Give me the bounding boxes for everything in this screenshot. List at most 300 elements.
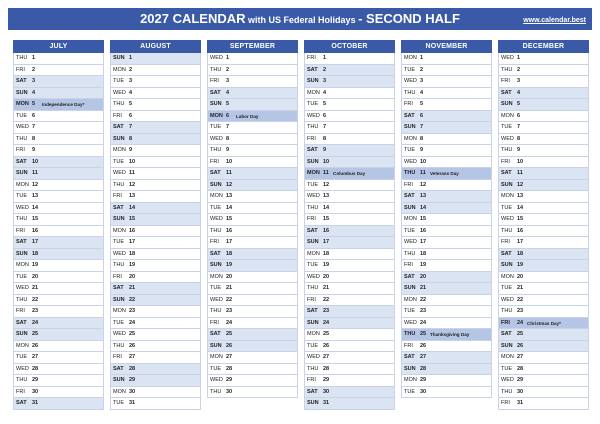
month-header: OCTOBER	[304, 40, 395, 53]
weekday-label: SUN	[16, 250, 28, 257]
day-number: 29	[226, 377, 233, 383]
day-number: 10	[226, 158, 233, 165]
day-number: 1	[32, 55, 36, 61]
weekday-label: SAT	[501, 170, 512, 176]
day-number: 4	[226, 89, 230, 96]
day-row	[14, 306, 103, 318]
day-number: 6	[323, 112, 327, 119]
weekday-label: FRI	[113, 354, 122, 360]
day-number: 28	[323, 365, 330, 372]
day-number: 12	[323, 181, 330, 188]
weekday-label: MON	[210, 273, 223, 280]
day-row	[402, 249, 491, 261]
weekday-label: TUE	[501, 124, 512, 130]
month-october	[304, 40, 395, 410]
weekday-label: SUN	[404, 365, 416, 372]
day-number: 22	[129, 296, 136, 303]
day-number: 26	[517, 342, 524, 349]
weekday-label: FRI	[113, 112, 122, 119]
weekday-label: THU	[210, 308, 222, 314]
day-row	[111, 306, 200, 318]
day-row	[499, 88, 588, 100]
title-half: - SECOND HALF	[358, 11, 460, 26]
day-row	[305, 249, 394, 261]
day-number: 20	[226, 273, 233, 280]
day-number: 7	[32, 124, 36, 130]
day-row	[499, 306, 588, 318]
weekday-label: THU	[307, 285, 319, 291]
day-number: 18	[517, 250, 524, 257]
day-row	[208, 88, 297, 100]
weekday-label: TUE	[307, 181, 318, 188]
day-number: 21	[129, 285, 136, 291]
day-row	[111, 237, 200, 249]
day-row	[111, 398, 200, 410]
title-subtitle: with US Federal Holidays	[245, 15, 359, 25]
weekday-label: THU	[210, 388, 222, 395]
weekday-label: MON	[16, 262, 29, 268]
website-link[interactable]: www.calendar.best	[523, 17, 586, 24]
weekday-label: SAT	[501, 250, 512, 257]
holiday-name: Veterans Day	[430, 171, 459, 176]
month-header: DECEMBER	[498, 40, 589, 53]
day-number: 6	[226, 112, 230, 119]
day-number: 11	[129, 170, 135, 176]
weekday-label: FRI	[210, 319, 219, 326]
day-number: 28	[129, 365, 136, 372]
day-row	[499, 226, 588, 238]
day-number: 16	[420, 227, 427, 234]
day-row	[305, 283, 394, 295]
day-list	[498, 53, 589, 410]
day-number: 28	[226, 365, 233, 372]
weekday-label: WED	[307, 354, 320, 360]
weekday-label: MON	[307, 89, 320, 96]
day-row	[499, 99, 588, 111]
weekday-label: MON	[307, 250, 320, 257]
day-row	[402, 387, 491, 399]
day-row	[111, 329, 200, 341]
weekday-label: THU	[307, 204, 319, 211]
day-row	[402, 122, 491, 134]
day-row	[499, 168, 588, 180]
day-row	[208, 387, 297, 399]
day-row	[305, 214, 394, 226]
day-number: 12	[129, 181, 136, 188]
day-number: 14	[323, 204, 330, 211]
day-row	[208, 341, 297, 353]
weekday-label: WED	[501, 135, 514, 142]
day-number: 19	[226, 262, 233, 268]
day-number: 14	[517, 204, 524, 211]
day-row	[208, 249, 297, 261]
day-row	[402, 88, 491, 100]
day-number: 9	[420, 147, 424, 153]
weekday-label: FRI	[307, 377, 316, 383]
weekday-label: WED	[113, 331, 126, 337]
day-row	[208, 283, 297, 295]
day-row	[305, 53, 394, 65]
day-number: 9	[32, 147, 36, 153]
day-row	[208, 157, 297, 169]
weekday-label: WED	[501, 216, 514, 222]
day-row	[305, 122, 394, 134]
day-number: 13	[420, 193, 427, 199]
day-number: 13	[226, 193, 233, 199]
weekday-label: THU	[404, 89, 416, 96]
day-row	[402, 53, 491, 65]
weekday-label: TUE	[404, 308, 415, 314]
weekday-label: FRI	[16, 147, 25, 153]
weekday-label: TUE	[16, 193, 27, 199]
day-number: 11	[420, 170, 426, 176]
title-bar	[8, 8, 592, 30]
day-number: 29	[517, 377, 524, 383]
day-number: 13	[323, 193, 330, 199]
day-number: 30	[226, 388, 233, 395]
month-november	[401, 40, 492, 398]
day-row	[305, 237, 394, 249]
day-row	[402, 76, 491, 88]
day-number: 12	[226, 181, 233, 188]
day-number: 7	[129, 124, 133, 130]
weekday-label: WED	[16, 204, 29, 211]
weekday-label: MON	[404, 216, 417, 222]
weekday-label: THU	[16, 296, 28, 303]
day-number: 15	[32, 216, 39, 222]
weekday-label: TUE	[404, 227, 415, 234]
day-number: 17	[129, 239, 136, 245]
day-number: 1	[517, 55, 521, 61]
weekday-label: FRI	[16, 308, 25, 314]
day-row	[402, 352, 491, 364]
day-number: 1	[323, 55, 327, 61]
weekday-label: SAT	[16, 319, 27, 326]
day-row	[111, 122, 200, 134]
day-number: 4	[323, 89, 327, 96]
weekday-label: SUN	[501, 262, 513, 268]
day-row	[111, 53, 200, 65]
day-row	[499, 203, 588, 215]
day-number: 23	[226, 308, 233, 314]
weekday-label: TUE	[501, 365, 512, 372]
day-number: 21	[226, 285, 233, 291]
day-row	[14, 226, 103, 238]
day-row	[499, 329, 588, 341]
day-row	[305, 341, 394, 353]
day-row	[208, 203, 297, 215]
weekday-label: SUN	[307, 158, 319, 165]
day-row	[402, 226, 491, 238]
weekday-label: SAT	[307, 147, 318, 153]
day-row	[305, 168, 394, 180]
weekday-label: MON	[307, 170, 320, 176]
weekday-label: WED	[16, 124, 29, 130]
day-row	[111, 249, 200, 261]
weekday-label: FRI	[16, 227, 25, 234]
weekday-label: SAT	[113, 285, 124, 291]
weekday-label: WED	[210, 377, 223, 383]
day-row	[14, 134, 103, 146]
weekday-label: WED	[210, 135, 223, 142]
weekday-label: WED	[404, 78, 417, 84]
day-row	[305, 364, 394, 376]
day-number: 16	[32, 227, 39, 234]
day-number: 19	[32, 262, 39, 268]
day-number: 25	[32, 331, 39, 337]
day-number: 18	[129, 250, 136, 257]
weekday-label: SUN	[113, 55, 125, 61]
weekday-label: THU	[16, 55, 28, 61]
day-number: 16	[517, 227, 524, 234]
day-row	[402, 65, 491, 77]
day-row	[14, 329, 103, 341]
day-number: 15	[226, 216, 233, 222]
day-row	[208, 191, 297, 203]
day-row	[499, 364, 588, 376]
weekday-label: WED	[113, 170, 126, 176]
weekday-label: TUE	[307, 101, 318, 107]
day-row	[111, 203, 200, 215]
weekday-label: THU	[501, 227, 513, 234]
day-number: 2	[32, 66, 36, 73]
day-number: 8	[323, 135, 327, 142]
weekday-label: FRI	[307, 55, 316, 61]
day-row	[14, 157, 103, 169]
day-number: 5	[129, 101, 133, 107]
weekday-label: SAT	[404, 273, 415, 280]
weekday-label: SUN	[16, 89, 28, 96]
weekday-label: MON	[16, 101, 29, 107]
day-row	[499, 134, 588, 146]
day-number: 30	[517, 388, 524, 395]
day-number: 23	[420, 308, 427, 314]
day-number: 5	[32, 101, 36, 107]
weekday-label: SAT	[210, 250, 221, 257]
day-row	[14, 352, 103, 364]
month-header: SEPTEMBER	[207, 40, 298, 53]
day-number: 22	[323, 296, 330, 303]
day-row	[208, 329, 297, 341]
day-row	[305, 65, 394, 77]
holiday-name: Christmas Day*	[527, 320, 561, 326]
weekday-label: SUN	[113, 296, 125, 303]
day-number: 18	[32, 250, 39, 257]
weekday-label: SAT	[307, 388, 318, 395]
day-number: 9	[517, 147, 521, 153]
day-number: 20	[323, 273, 330, 280]
day-number: 23	[517, 308, 524, 314]
day-number: 30	[420, 388, 427, 395]
day-row	[499, 295, 588, 307]
weekday-label: SAT	[210, 170, 221, 176]
day-row	[14, 203, 103, 215]
day-number: 6	[420, 112, 424, 119]
weekday-label: THU	[501, 308, 513, 314]
weekday-label: WED	[307, 112, 320, 119]
weekday-label: TUE	[210, 204, 221, 211]
day-row	[305, 191, 394, 203]
weekday-label: SUN	[113, 135, 125, 142]
day-row	[402, 111, 491, 123]
weekday-label: THU	[307, 365, 319, 372]
weekday-label: FRI	[210, 239, 219, 245]
day-list	[207, 53, 298, 398]
weekday-label: WED	[113, 250, 126, 257]
day-number: 20	[32, 273, 39, 280]
weekday-label: SUN	[113, 216, 125, 222]
day-row	[14, 145, 103, 157]
day-row	[208, 295, 297, 307]
day-row	[499, 180, 588, 192]
day-number: 3	[323, 78, 327, 84]
weekday-label: SUN	[307, 400, 319, 406]
weekday-label: TUE	[210, 285, 221, 291]
day-row	[208, 260, 297, 272]
day-number: 7	[226, 124, 230, 130]
weekday-label: SAT	[307, 227, 318, 234]
day-row	[305, 387, 394, 399]
weekday-label: SUN	[501, 101, 513, 107]
day-number: 29	[129, 377, 136, 383]
day-number: 27	[226, 354, 233, 360]
weekday-label: MON	[501, 273, 514, 280]
day-number: 7	[517, 124, 521, 130]
day-row	[208, 352, 297, 364]
day-number: 12	[32, 181, 39, 188]
holiday-name: Independence Day*	[42, 102, 85, 107]
weekday-label: WED	[404, 239, 417, 245]
day-row	[208, 226, 297, 238]
month-september	[207, 40, 298, 398]
weekday-label: MON	[404, 55, 417, 61]
weekday-label: TUE	[113, 319, 124, 326]
day-row	[402, 295, 491, 307]
day-row	[402, 191, 491, 203]
weekday-label: SUN	[501, 342, 513, 349]
day-number: 18	[226, 250, 233, 257]
weekday-label: THU	[404, 170, 416, 176]
day-number: 13	[129, 193, 136, 199]
day-row	[305, 76, 394, 88]
day-row	[111, 352, 200, 364]
day-number: 19	[420, 262, 427, 268]
weekday-label: FRI	[501, 78, 510, 84]
day-row	[14, 111, 103, 123]
day-number: 20	[129, 273, 136, 280]
day-row	[305, 134, 394, 146]
day-row	[111, 226, 200, 238]
weekday-label: SUN	[501, 181, 513, 188]
day-number: 17	[32, 239, 39, 245]
day-row	[402, 134, 491, 146]
day-row	[305, 260, 394, 272]
weekday-label: WED	[404, 319, 417, 326]
day-row	[14, 53, 103, 65]
day-row	[305, 375, 394, 387]
day-row	[14, 214, 103, 226]
weekday-label: TUE	[113, 78, 124, 84]
day-row	[402, 329, 491, 341]
weekday-label: SAT	[16, 239, 27, 245]
weekday-label: SAT	[16, 158, 27, 165]
weekday-label: FRI	[501, 158, 510, 165]
day-row	[402, 306, 491, 318]
weekday-label: FRI	[404, 262, 413, 268]
day-row	[111, 341, 200, 353]
day-row	[305, 203, 394, 215]
day-row	[305, 295, 394, 307]
holiday-name: Labor Day	[236, 113, 259, 119]
weekday-label: FRI	[16, 388, 25, 395]
day-number: 2	[323, 66, 327, 73]
weekday-label: SUN	[210, 101, 222, 107]
day-row	[305, 180, 394, 192]
day-row	[208, 180, 297, 192]
day-row	[499, 341, 588, 353]
weekday-label: SAT	[501, 331, 512, 337]
day-number: 24	[517, 319, 524, 326]
weekday-label: THU	[404, 250, 416, 257]
day-row	[208, 122, 297, 134]
day-number: 27	[32, 354, 39, 360]
weekday-label: MON	[113, 66, 126, 73]
day-row	[499, 214, 588, 226]
day-number: 17	[226, 239, 233, 245]
day-number: 11	[323, 170, 329, 176]
day-number: 8	[129, 135, 133, 142]
weekday-label: MON	[210, 112, 223, 119]
day-row	[111, 76, 200, 88]
weekday-label: MON	[501, 112, 514, 119]
day-number: 2	[517, 66, 521, 73]
weekday-label: SUN	[210, 262, 222, 268]
day-number: 11	[32, 170, 38, 176]
day-number: 8	[517, 135, 521, 142]
day-number: 9	[129, 147, 133, 153]
day-number: 29	[420, 377, 427, 383]
day-number: 27	[420, 354, 427, 360]
day-number: 5	[323, 101, 327, 107]
weekday-label: SAT	[404, 193, 415, 199]
day-number: 31	[32, 400, 39, 406]
weekday-label: WED	[501, 55, 514, 61]
weekday-label: THU	[113, 262, 125, 268]
day-number: 8	[420, 135, 424, 142]
day-row	[305, 99, 394, 111]
day-row	[499, 398, 588, 410]
day-number: 30	[323, 388, 330, 395]
day-row	[208, 145, 297, 157]
day-number: 24	[226, 319, 233, 326]
day-row	[305, 111, 394, 123]
day-number: 22	[32, 296, 39, 303]
weekday-label: WED	[16, 365, 29, 372]
weekday-label: TUE	[501, 285, 512, 291]
day-row	[305, 329, 394, 341]
day-number: 14	[129, 204, 136, 211]
weekday-label: WED	[307, 273, 320, 280]
weekday-label: THU	[210, 147, 222, 153]
day-row	[111, 65, 200, 77]
weekday-label: MON	[113, 227, 126, 234]
day-row	[305, 352, 394, 364]
day-number: 26	[420, 342, 427, 349]
weekday-label: TUE	[16, 112, 27, 119]
month-july	[13, 40, 104, 410]
day-number: 24	[420, 319, 427, 326]
weekday-label: MON	[16, 342, 29, 349]
